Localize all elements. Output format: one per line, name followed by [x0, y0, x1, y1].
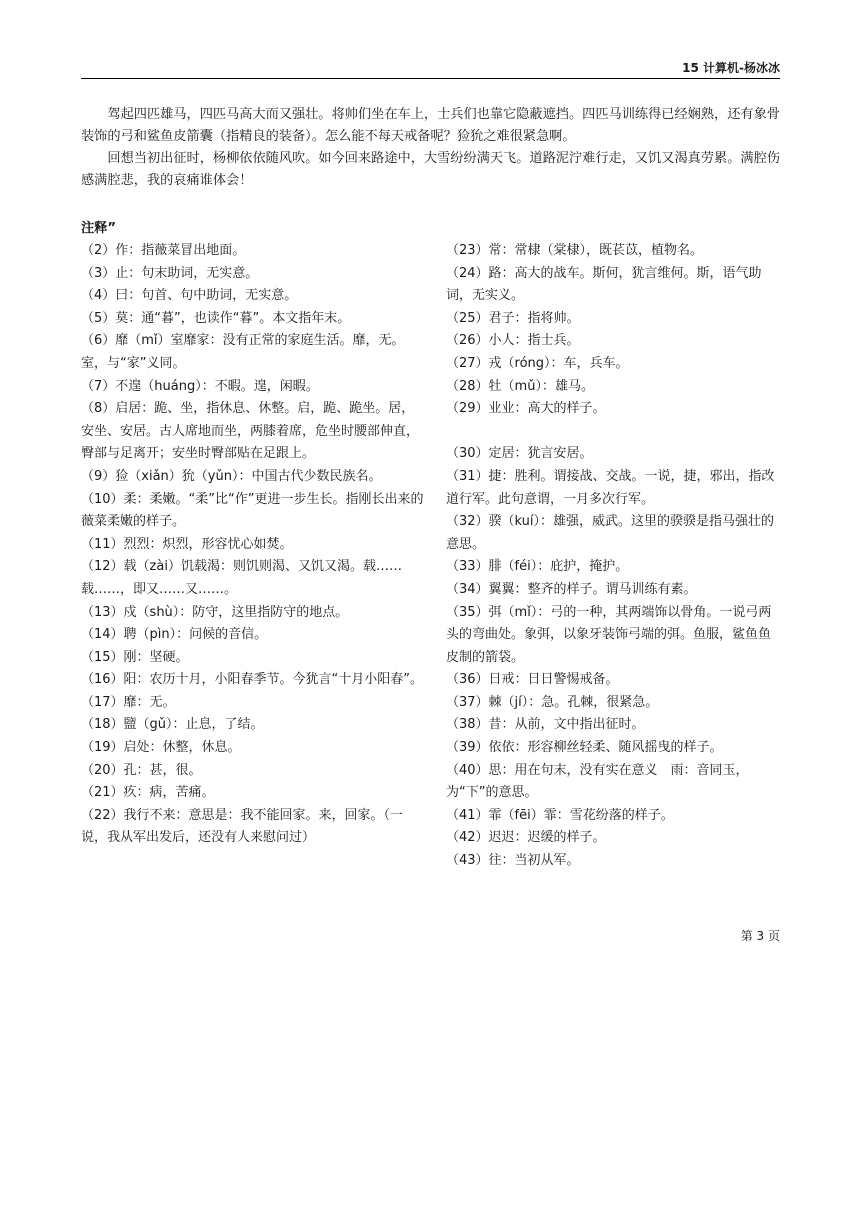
note-item: （17）靡：无。: [81, 694, 176, 710]
note-item: （36）日戒：日日警惕戒备。: [446, 672, 619, 688]
note-item: （13）戍（shù）：防守，这里指防守的地点。: [81, 604, 349, 620]
note-item: （42）迟迟：迟缓的样子。: [446, 830, 606, 846]
note-item: （43）往：当初从军。: [446, 853, 580, 869]
note-item: （25）君子：指将帅。: [446, 310, 580, 326]
note-item: （22）我行不来：意思是：我不能回家。来，回家。（一说，我从军出发后，还没有人来慰问过）: [81, 807, 404, 846]
note-item: （6）靡（mǐ）室靡家：没有正常的家庭生活。靡，无。室，与“家”义同。: [81, 333, 405, 371]
note-item: （35）弭（mǐ）：弓的一种，其两端饰以骨角。一说弓两头的弯曲处。象弭，以象牙装饰弓端的弭。鱼服，鲨鱼鱼皮制的箭袋。: [446, 604, 772, 665]
note-item: （5）莫：通“暮”，也读作“暮”。本文指年末。: [81, 310, 351, 326]
note-item: （2）作：指薇菜冒出地面。: [81, 243, 246, 258]
note-item: （37）棘（jí）：急。孔棘，很紧急。: [446, 694, 659, 710]
note-item: （3）止：句末助词，无实意。: [81, 265, 259, 281]
note-item: （7）不遑（huáng）：不暇。遑，闲暇。: [81, 378, 319, 394]
translation-paragraph: 回想当初出征时，杨柳依依随风吹。如今回来路途中，大雪纷纷满天飞。道路泥泞难行走，又饥又渴真劳累。满腔伤感满腔悲，我的哀痛谁体会！: [81, 151, 780, 188]
note-item: （20）孔：甚，很。: [81, 762, 202, 778]
note-item: （23）常：常棣（棠棣），既苌苡，植物名。: [446, 243, 704, 258]
translation-paragraph: 驾起四匹雄马，四匹马高大而又强壮。将帅们坐在车上，士兵们也靠它隐蔽遮挡。四匹马训练得已经娴熟，还有象骨装饰的弓和鲨鱼皮箭囊（指精良的装备）。怎么能不每天戒备呢？猃狁之难很紧急啊。: [81, 107, 780, 144]
note-item: （24）路：高大的战车。斯何，犹言维何。斯，语气助词，无实义。: [446, 265, 762, 304]
translation-text: [81, 104, 780, 192]
note-item: （9）猃（xiǎn）狁（yǔn）：中国古代少数民族名。: [81, 468, 382, 484]
page-header: 15 计算机-杨冰冰: [81, 60, 780, 79]
notes-right-column: [446, 240, 780, 873]
note-item: （41）霏（fēi）霏：雪花纷落的样子。: [446, 807, 674, 823]
note-item: （18）盬（gǔ）：止息，了结。: [81, 717, 264, 733]
note-item: （11）烈烈：炽烈，形容忧心如焚。: [81, 536, 293, 552]
note-item: （19）启处：休整，休息。: [81, 740, 241, 756]
note-item: （21）疚：病，苦痛。: [81, 785, 215, 801]
note-item: （12）载（zài）饥载渴：则饥则渴、又饥又渴。载……载……，即又……又……。: [81, 559, 402, 597]
note-item: （40）思：用在句末，没有实在意义 雨：音同玉，为“下”的意思。: [446, 762, 749, 801]
note-item: （27）戎（róng）：车，兵车。: [446, 355, 629, 371]
page-number: 第 3 页: [740, 929, 780, 943]
note-item: （32）骙（kuí）：雄强，威武。这里的骙骙是指马强壮的意思。: [446, 514, 775, 552]
note-item: （16）阳：农历十月，小阳春季节。今犹言“十月小阳春”。: [81, 672, 424, 688]
note-item: （14）聘（pìn）：问候的音信。: [81, 627, 268, 643]
note-item: （4）曰：句首、句中助词，无实意。: [81, 288, 298, 304]
note-item: （15）刚：坚硬。: [81, 649, 189, 665]
note-item: （10）柔：柔嫩。“柔”比“作”更进一步生长。指刚长出来的薇菜柔嫩的样子。: [81, 491, 424, 530]
note-item: （33）腓（féi）：庇护，掩护。: [446, 559, 629, 575]
note-item: （34）翼翼：整齐的样子。谓马训练有素。: [446, 581, 697, 597]
note-item: （31）捷：胜利。谓接战、交战。一说，捷，邪出，指改道行军。此句意谓，一月多次行军。: [446, 468, 775, 507]
note-item: （28）牡（mǔ）：雄马。: [446, 378, 594, 394]
note-item: （26）小人：指士兵。: [446, 333, 580, 349]
note-item: （8）启居：跪、坐，指休息、休整。启，跪、跪坐。居，安坐、安居。古人席地而坐，两膝着席，危坐时腰部伸直，臀部与足离开；安坐时臀部贴在足跟上。: [81, 401, 420, 462]
notes-heading: 注释”: [81, 221, 117, 236]
note-item: （29）业业：高大的样子。: [446, 401, 606, 417]
note-item: （30）定居：犹言安居。: [446, 446, 593, 462]
notes-left-column: [81, 240, 426, 850]
note-item: （38）昔：从前，文中指出征时。: [446, 717, 645, 733]
note-item: （39）依依：形容柳丝轻柔、随风摇曳的样子。: [446, 740, 723, 756]
